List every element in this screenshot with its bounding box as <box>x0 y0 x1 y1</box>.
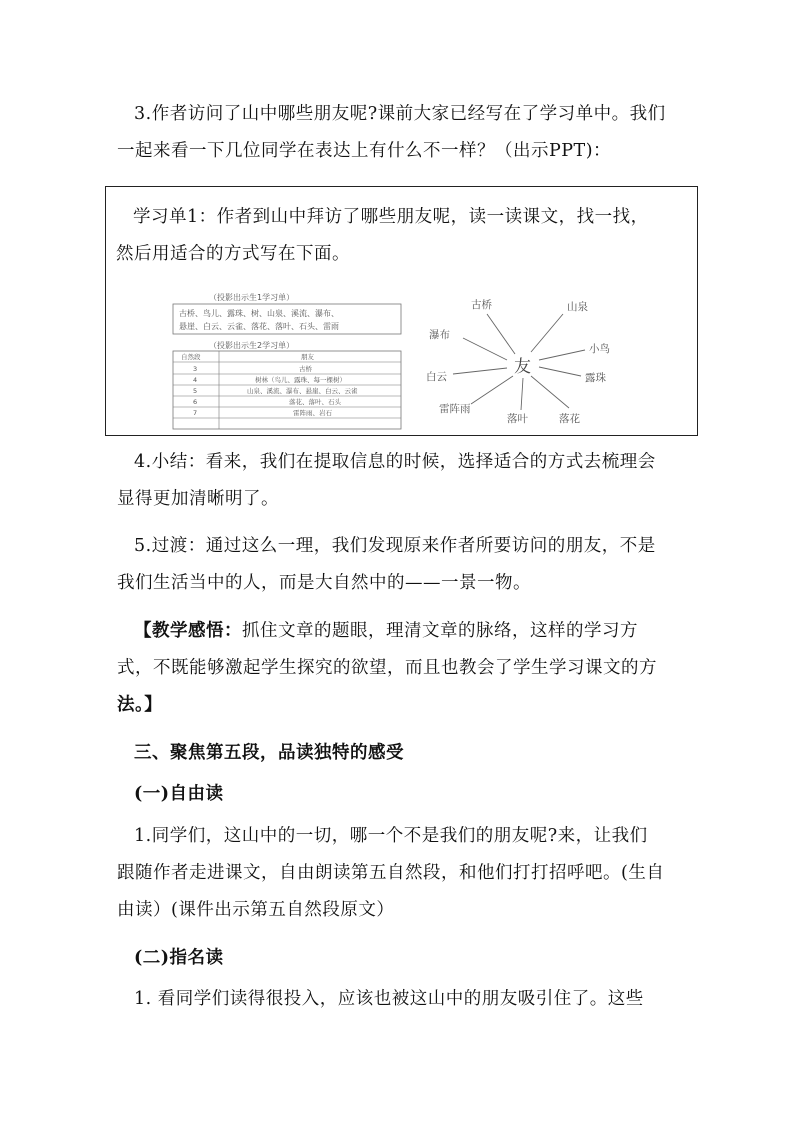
section-3-paragraph-1-line-1: 1.同学们，这山中的一切，哪一个不是我们的朋友呢?来，让我们 <box>134 826 648 846</box>
table-row-friends: 树林（鸟儿、露珠、每一棵树） <box>255 376 346 384</box>
student1-row2: 悬崖、白云、云雀、落花、落叶、石头、雷雨 <box>179 322 339 331</box>
table-row-para: 7 <box>193 409 198 417</box>
paragraph-5-line-1: 5.过渡：通过这么一理，我们发现原来作者所要访问的朋友，不是 <box>134 536 656 556</box>
subsection-free-reading: (一)自由读 <box>134 784 224 804</box>
section-3-heading: 三、聚焦第五段，品读独特的感受 <box>134 743 404 763</box>
table-row-para: 6 <box>193 398 198 406</box>
student1-row1: 古桥、鸟儿、露珠、树、山泉、溪流、瀑布、 <box>179 309 339 318</box>
table-row-para: 5 <box>193 387 198 395</box>
paragraph-3-line-2: 一起来看一下几位同学在表达上有什么不一样？（出示PPT)： <box>117 141 612 161</box>
reflection-line-1-text: 抓住文章的题眼，理清文章的脉络，这样的学习方 <box>242 621 638 641</box>
section-3-paragraph-2-line-1: 1. 看同学们读得很投入，应该也被这山中的朋友吸引住了。这些 <box>134 989 644 1009</box>
section-3-paragraph-2 <box>117 981 704 1018</box>
student2-title: （投影出示生2学习单） <box>209 341 295 350</box>
paragraph-4-line-1: 4.小结：看来，我们在提取信息的时候，选择适合的方式去梳理会 <box>134 452 656 472</box>
web-node: 白云 <box>426 371 447 383</box>
student2-header-friends: 朋友 <box>301 353 314 361</box>
friends-word-web <box>426 298 610 425</box>
web-node: 山泉 <box>567 301 588 313</box>
worksheet-instruction-line-1: 学习单1：作者到山中拜访了哪些朋友呢，读一读课文，找一找， <box>133 207 649 227</box>
table-row-para: 4 <box>193 376 198 384</box>
paragraph-3 <box>117 96 704 170</box>
web-node: 小鸟 <box>589 343 610 355</box>
table-row-para: 3 <box>193 365 198 373</box>
paragraph-4 <box>117 444 704 518</box>
web-center: 友 <box>514 357 531 377</box>
web-node: 落叶 <box>507 413 528 425</box>
table-row-friends: 古桥 <box>299 365 312 373</box>
reflection-line-3: 法。】 <box>117 695 163 715</box>
student2-header-para: 自然段 <box>181 353 201 361</box>
paragraph-5-line-2: 我们生活当中的人，而是大自然中的——一景一物。 <box>117 573 531 593</box>
section-3-paragraph-1-line-2: 跟随作者走进课文，自由朗读第五自然段，和他们打打招呼吧。(生自 <box>117 863 665 883</box>
student2-table <box>173 351 401 429</box>
paragraph-4-line-2: 显得更加清晰明了。 <box>117 489 279 509</box>
student-worksheets-image <box>171 292 691 432</box>
table-row-friends: 山泉、溪流、瀑布、悬崖、白云、云雀 <box>247 387 358 395</box>
reflection-label: 【教学感悟： <box>134 621 242 641</box>
table-row-friends: 落花、落叶、石头 <box>289 398 341 406</box>
table-row-friends: 雷阵雨、岩石 <box>293 409 332 417</box>
web-node: 落花 <box>559 413 580 425</box>
worksheet-box <box>105 186 698 436</box>
worksheet-instruction <box>116 199 703 273</box>
paragraph-5 <box>117 528 704 602</box>
student1-title: （投影出示生1学习单） <box>209 293 295 302</box>
web-node: 瀑布 <box>429 329 450 341</box>
web-node: 露珠 <box>585 372 606 384</box>
teaching-reflection <box>117 613 704 724</box>
paragraph-3-line-1: 3.作者访问了山中哪些朋友呢?课前大家已经写在了学习单中。我们 <box>134 104 666 124</box>
web-node: 雷阵雨 <box>439 403 471 415</box>
section-3-paragraph-1-line-3: 由读）(课件出示第五自然段原文） <box>117 900 395 920</box>
reflection-line-2: 式，不既能够激起学生探究的欲望，而且也教会了学生学习课文的方 <box>117 658 657 678</box>
section-3-paragraph-1 <box>117 818 704 929</box>
reflection-line-1 <box>134 613 704 650</box>
subsection-named-reading: (二)指名读 <box>134 948 224 968</box>
worksheet-instruction-line-2: 然后用适合的方式写在下面。 <box>116 244 350 264</box>
web-node: 古桥 <box>471 299 492 311</box>
